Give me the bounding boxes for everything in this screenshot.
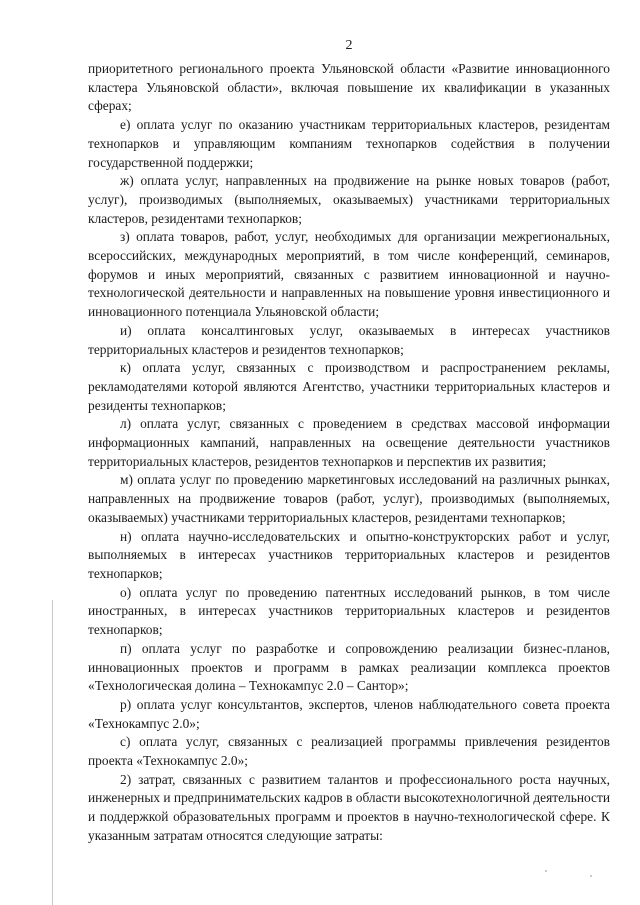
paragraph-k: к) оплата услуг, связанных с производством и распространением рекламы, рекламодателями которой являются Агентство, участники территориальных кластеров и резиденты технопарков;: [88, 360, 610, 413]
scan-margin-line: [52, 600, 53, 905]
paragraph-intro: приоритетного регионального проекта Ульяновской области «Развитие инновационного кластера Ульяновской области», включая повышение их квалификации в указанных сферах;: [88, 61, 610, 114]
paragraph-z: з) оплата товаров, работ, услуг, необходимых для организации межрегиональных, всероссийских, международных мероприятий, в том числе конференций, семинаров, форумов и иных мероприятий, связанных с развитием инновационной и научно-технологической деятельности и направленных на повышение уровня инвестиционного и инновационного потенциала Ульяновской области;: [88, 229, 610, 320]
scan-speck: [590, 875, 592, 877]
paragraph-p: п) оплата услуг по разработке и сопровождению реализации бизнес-планов, инновационных проектов и программ в рамках реализации комплекса проектов «Технологическая долина – Технокампус 2.0 – Сантор»;: [88, 640, 610, 694]
paragraph-l: л) оплата услуг, связанных с проведением в средствах массовой информации информационных кампаний, направленных на освещение деятельности участников территориальных кластеров, резидентов технопарков и перспектив их развития;: [88, 416, 610, 469]
paragraph-e: е) оплата услуг по оказанию участникам территориальных кластеров, резидентам технопарков и управляющим компаниям технопарков содействия в получении государственной поддержки;: [88, 117, 610, 170]
paragraph-i: и) оплата консалтинговых услуг, оказываемых в интересах участников территориальных кластеров и резидентов технопарков;: [88, 322, 610, 357]
page-number: 2: [345, 38, 353, 53]
paragraph-s: с) оплата услуг, связанных с реализацией программы привлечения резидентов проекта «Технокампус 2.0»;: [88, 734, 610, 769]
paragraph-m: м) оплата услуг по проведению маркетинговых исследований на различных рынках, направленных на продвижение товаров (работ, услуг), производимых (выполняемых, оказываемых) участниками территориальных кластеров, резидентами технопарков;: [88, 472, 610, 525]
paragraph-o: о) оплата услуг по проведению патентных исследований рынков, в том числе иностранных, в интересах участников территориальных кластеров и резидентов технопарков;: [88, 584, 610, 638]
paragraph-2: 2) затрат, связанных с развитием талантов и профессионального роста научных, инженерных и предпринимательских кадров в области высокотехнологичной деятельности и поддержкой образовательных программ и проектов в научно-технологической сфере. К указанным затратам относятся следующие затраты:: [88, 771, 610, 843]
paragraph-zh: ж) оплата услуг, направленных на продвижение на рынке новых товаров (работ, услуг), производимых (выполняемых, оказываемых) участниками территориальных кластеров, резидентами технопарков;: [88, 173, 610, 226]
scan-speck: [545, 870, 547, 872]
paragraph-n: н) оплата научно-исследовательских и опытно-конструкторских работ и услуг, выполняемых в интересах участников территориальных кластеров и резидентов технопарков;: [88, 528, 610, 581]
paragraph-r: р) оплата услуг консультантов, экспертов, членов наблюдательного совета проекта «Технокампус 2.0»;: [88, 696, 610, 731]
